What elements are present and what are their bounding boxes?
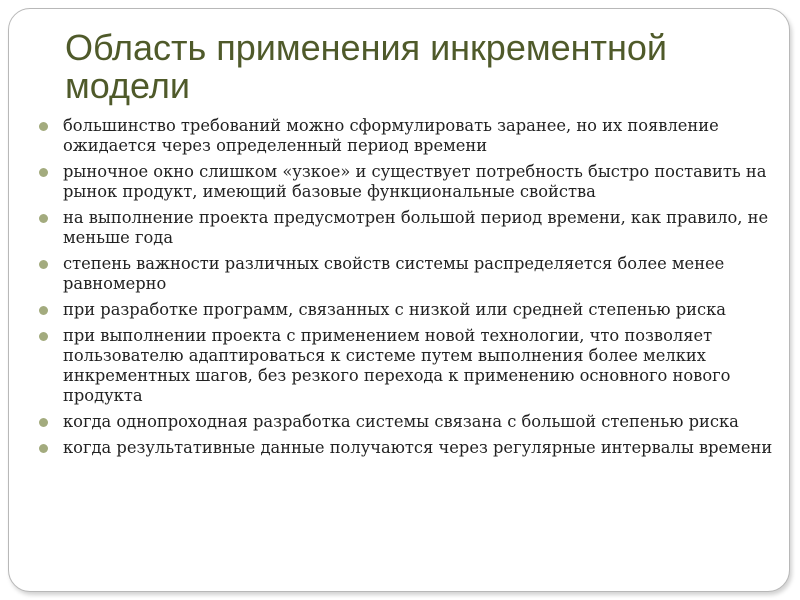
bullet-icon [39, 260, 48, 269]
list-item [35, 300, 775, 320]
list-item [35, 326, 775, 406]
bullet-icon [39, 418, 48, 427]
bullet-text: рыночное окно слишком «узкое» и существует потребность быстро поставить на рынок продукт, имеющий базовые функциональные свойства [63, 162, 767, 201]
bullet-icon [39, 122, 48, 131]
list-item [35, 162, 775, 202]
list-item [35, 116, 775, 156]
bullet-list [35, 116, 775, 464]
bullet-text: при разработке программ, связанных с низкой или средней степенью риска [63, 300, 727, 319]
slide-title: Область применения инкрементной модели [65, 27, 667, 106]
bullet-text: когда однопроходная разработка системы связана с большой степенью риска [63, 412, 739, 431]
list-item [35, 208, 775, 248]
bullet-icon [39, 444, 48, 453]
list-item [35, 438, 775, 458]
bullet-icon [39, 168, 48, 177]
bullet-icon [39, 332, 48, 341]
list-item [35, 412, 775, 432]
bullet-icon [39, 214, 48, 223]
bullet-text: большинство требований можно сформулировать заранее, но их появление ожидается через определенный период времени [63, 116, 719, 155]
bullet-text: степень важности различных свойств системы распределяется более менее равномерно [63, 254, 725, 293]
bullet-text: при выполнении проекта с применением новой технологии, что позволяет пользователю адаптироваться к системе путем выполнения более мелких инкрементных шагов, без резкого перехода к применению основного нового продукта [63, 326, 731, 405]
list-item [35, 254, 775, 294]
slide [8, 8, 790, 592]
bullet-icon [39, 306, 48, 315]
bullet-text: на выполнение проекта предусмотрен большой период времени, как правило, не меньше года [63, 208, 769, 247]
bullet-text: когда результативные данные получаются через регулярные интервалы времени [63, 438, 773, 457]
